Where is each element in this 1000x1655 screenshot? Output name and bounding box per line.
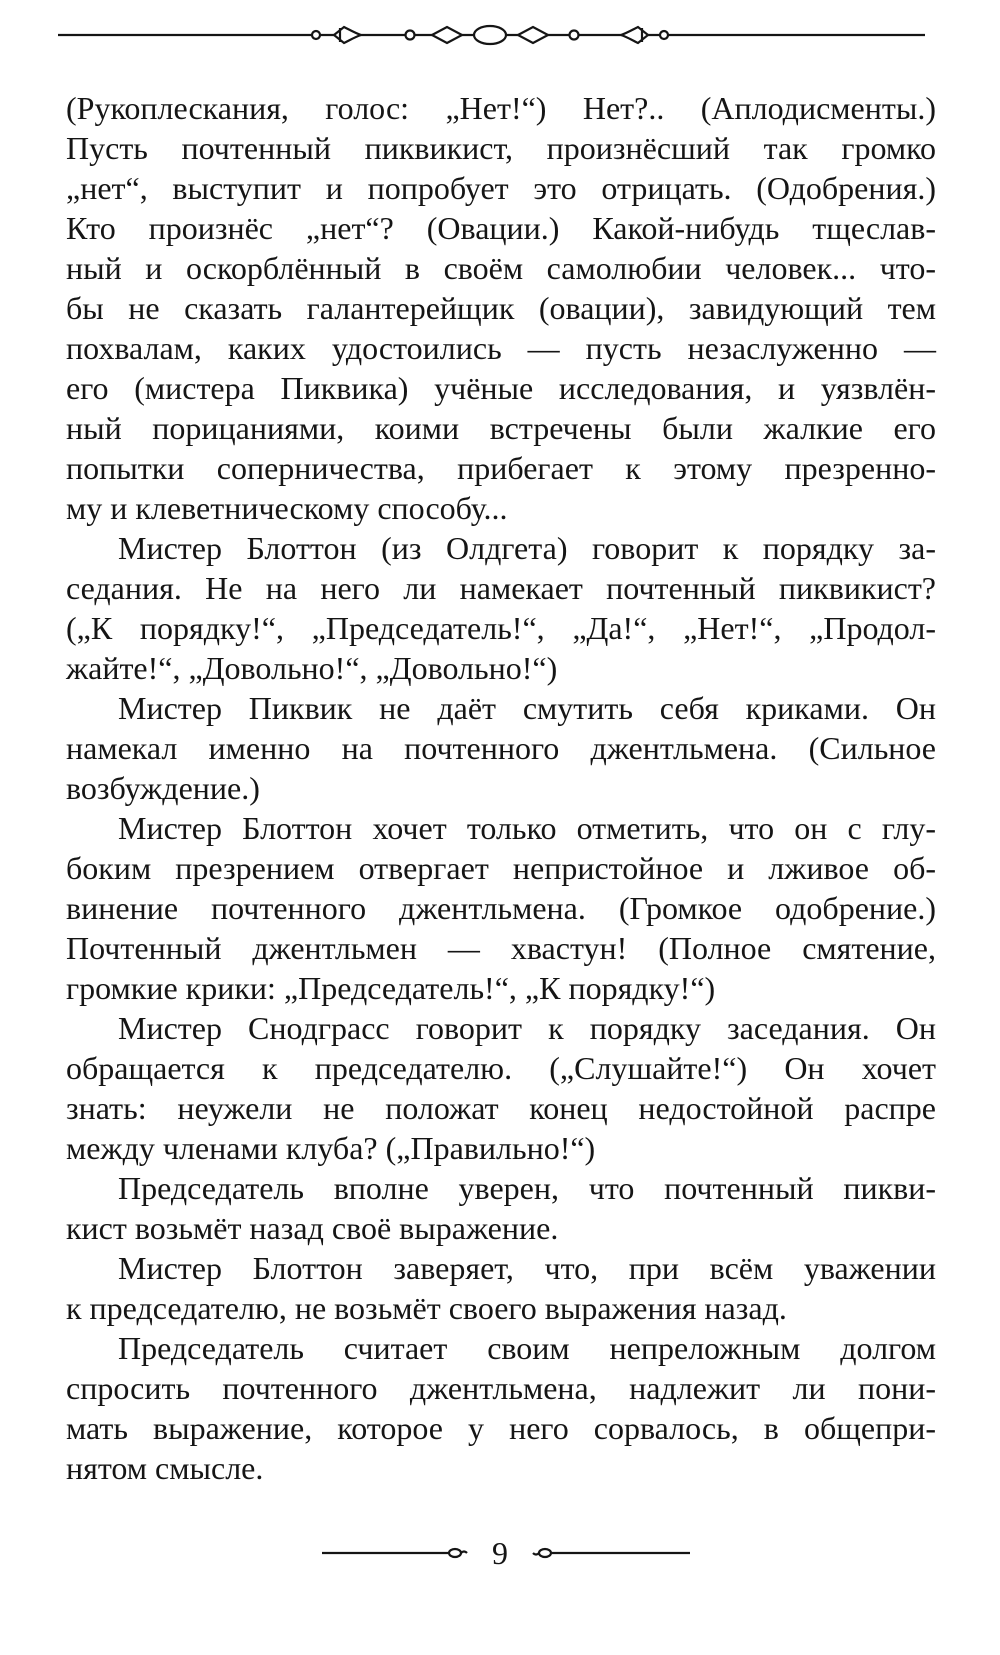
body-text — [66, 88, 936, 1488]
text-line: бы не сказать галантерейщик (овации), завидующий тем — [66, 290, 936, 326]
text-line: (Рукоплескания, голос: „Нет!“) Нет?.. (Аплодисменты.) — [66, 90, 936, 126]
paragraph — [66, 1248, 936, 1328]
text-line: кист возьмёт назад своё выражение. — [66, 1210, 559, 1246]
paragraph — [66, 88, 936, 528]
text-line: Председатель вполне уверен, что почтенный пикви- — [118, 1170, 936, 1206]
text-line: обращается к председателю. („Слушайте!“) Он хочет — [66, 1050, 936, 1086]
paragraph — [66, 1328, 936, 1488]
paragraph — [66, 808, 936, 1008]
text-line: седания. Не на него ли намекает почтенный пиквикист? — [66, 570, 936, 606]
text-line: винение почтенного джентльмена. (Громкое одобрение.) — [66, 890, 936, 926]
text-line: Мистер Блоттон заверяет, что, при всём уважении — [118, 1250, 936, 1286]
text-line: к председателю, не возьмёт своего выражения назад. — [66, 1290, 787, 1326]
text-line: Председатель считает своим непреложным долгом — [118, 1330, 936, 1366]
text-line: Мистер Снодграсс говорит к порядку заседания. Он — [118, 1010, 936, 1046]
text-line: нятом смысле. — [66, 1450, 264, 1486]
text-line: Мистер Блоттон (из Олдгета) говорит к порядку за- — [118, 530, 936, 566]
text-line: попытки соперничества, прибегает к этому презренно- — [66, 450, 936, 486]
text-line: между членами клуба? („Правильно!“) — [66, 1130, 596, 1166]
page-number: 9 — [492, 1535, 508, 1571]
text-line: похвалам, каких удостоились — пусть незаслуженно — — [66, 330, 936, 366]
top-flourish-divider-icon — [0, 15, 1000, 55]
text-line: его (мистера Пиквика) учёные исследования, и уязвлён- — [66, 370, 936, 406]
paragraph — [66, 688, 936, 808]
paragraph — [66, 528, 936, 688]
text-line: Пусть почтенный пиквикист, произнёсший так громко — [66, 130, 936, 166]
text-line: му и клеветническому способу... — [66, 490, 508, 526]
text-line: ный порицаниями, коими встречены были жалкие его — [66, 410, 936, 446]
text-line: спросить почтенного джентльмена, надлежит ли пони- — [66, 1370, 936, 1406]
text-line: („К порядку!“, „Председатель!“, „Да!“, „Нет!“, „Продол- — [66, 610, 936, 646]
text-line: „нет“, выступит и попробует это отрицать. (Одобрения.) — [66, 170, 936, 206]
text-line: боким презрением отвергает непристойное и лживое об- — [66, 850, 936, 886]
text-line: намекал именно на почтенного джентльмена. (Сильное — [66, 730, 936, 766]
text-line: ный и оскорблённый в своём самолюбии человек... что- — [66, 250, 936, 286]
text-line: Почтенный джентльмен — хвастун! (Полное смятение, — [66, 930, 936, 966]
text-line: Мистер Блоттон хочет только отметить, что он с глу- — [118, 810, 936, 846]
text-line: мать выражение, которое у него сорвалось, в общепри- — [66, 1410, 936, 1446]
paragraph — [66, 1008, 936, 1168]
paragraph — [66, 1168, 936, 1248]
text-line: Кто произнёс „нет“? (Овации.) Какой-нибудь тщеслав- — [66, 210, 936, 246]
text-line: жайте!“, „Довольно!“, „Довольно!“) — [66, 650, 558, 686]
text-line: громкие крики: „Председатель!“, „К порядку!“) — [66, 970, 716, 1006]
text-line: возбуждение.) — [66, 770, 260, 806]
text-line: знать: неужели не положат конец недостойной распре — [66, 1090, 936, 1126]
text-line: Мистер Пиквик не даёт смутить себя криками. Он — [118, 690, 936, 726]
